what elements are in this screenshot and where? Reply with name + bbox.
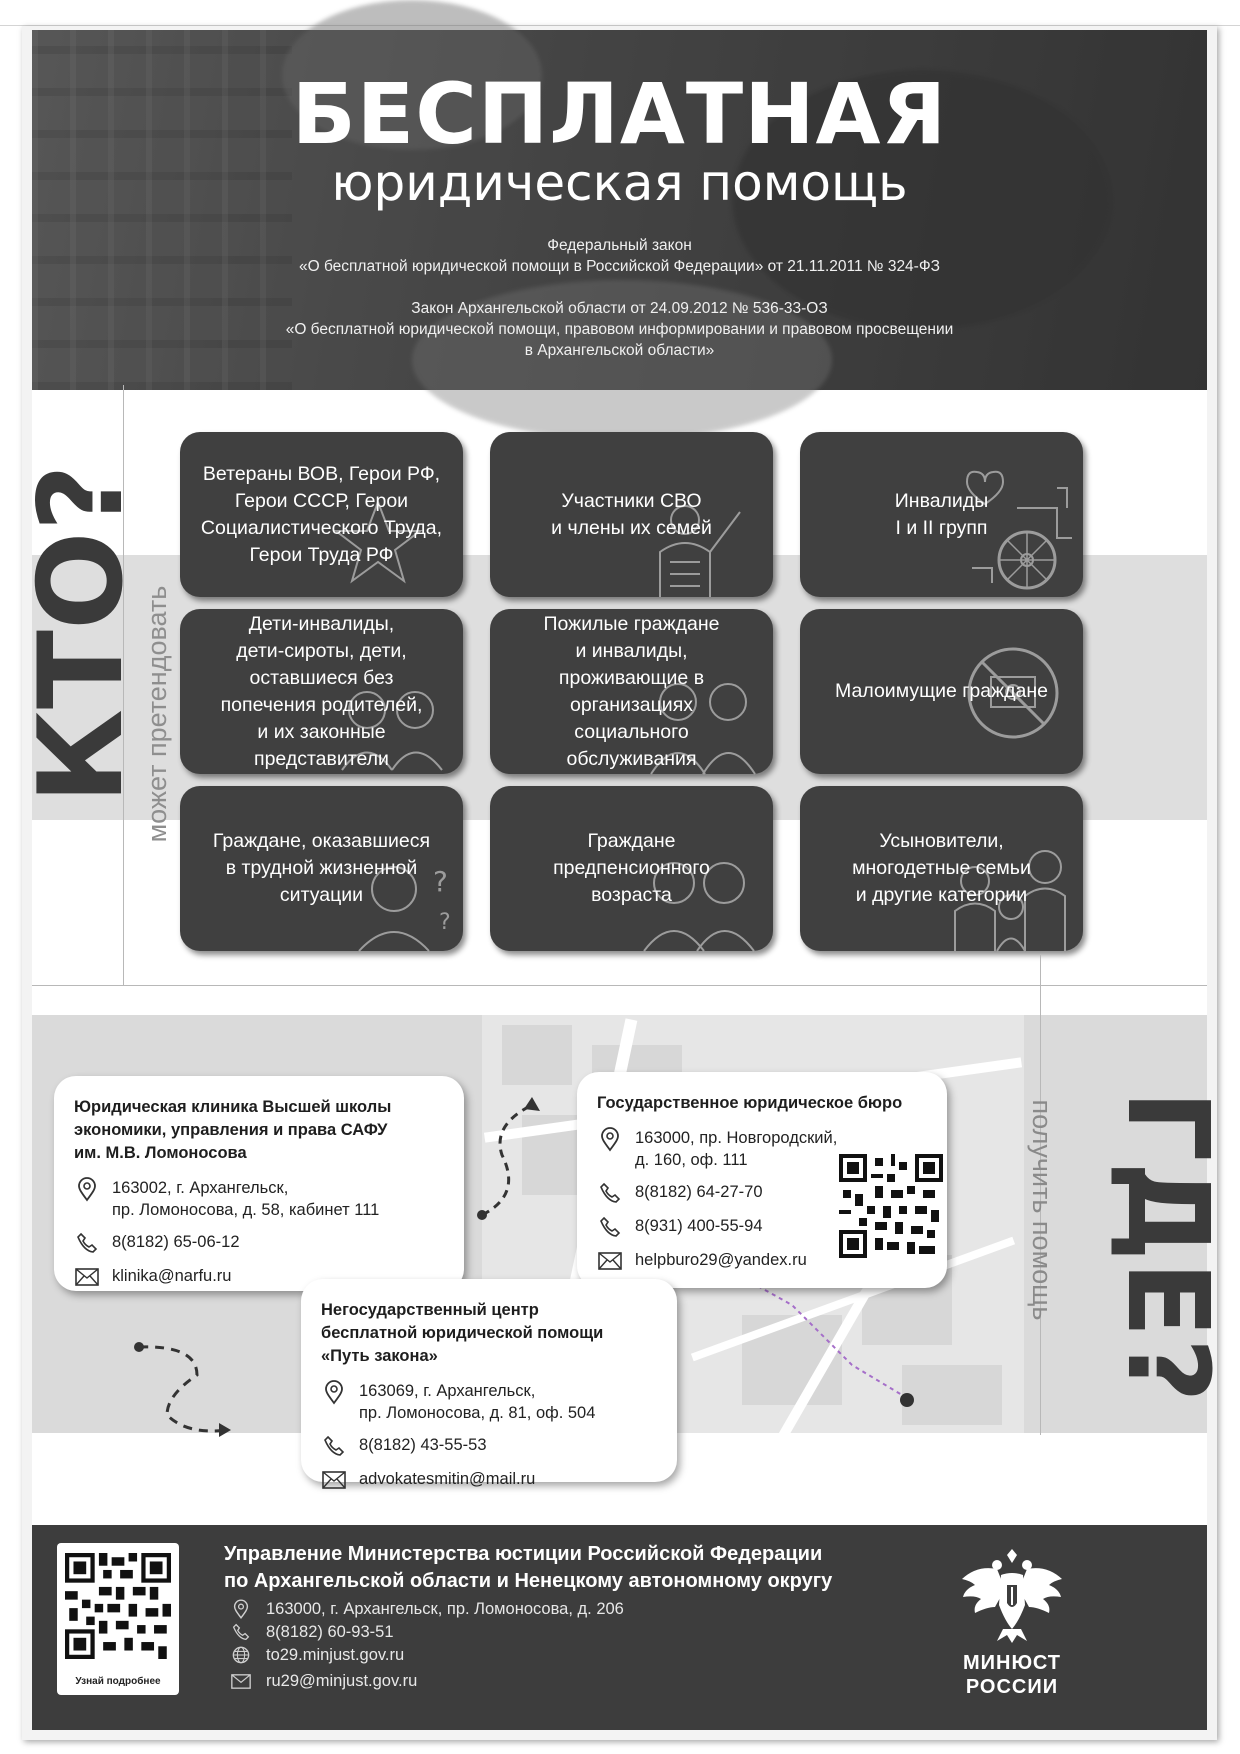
envelope-icon [230, 1671, 252, 1691]
footer-email-row [230, 1671, 417, 1691]
footer-website-row [230, 1645, 404, 1665]
envelope-icon [321, 1468, 347, 1492]
category-label: Инвалиды I и II групп [894, 489, 989, 539]
office-email[interactable]: klinika@narfu.ru [112, 1267, 232, 1285]
where-heading: ГДЕ? [1102, 1090, 1232, 1403]
category-label: Участники СВО и члены их семей [551, 489, 712, 539]
regional-law-line: Закон Архангельской области от 24.09.2012 № 536-33-ОЗ [411, 300, 828, 317]
phone-row [321, 1434, 657, 1458]
office-address: 163069, г. Архангельск, пр. Ломоносова, д. 81, оф. 504 [359, 1382, 596, 1422]
category-label: Граждане предпенсионного возраста [553, 830, 710, 906]
category-card [800, 432, 1083, 597]
who-subheading: может претендовать [142, 585, 172, 843]
route-arrow-icon [127, 1335, 267, 1445]
category-card [490, 786, 773, 951]
address-row [321, 1380, 657, 1424]
phone-icon [321, 1434, 347, 1458]
office-card [54, 1076, 464, 1291]
category-card [490, 432, 773, 597]
federal-law-line: Федеральный закон [547, 237, 692, 254]
map-pin-icon [230, 1599, 252, 1619]
leaflet-page [14, 30, 1232, 1730]
office-name: Негосударственный центр бесплатной юридической помощи «Путь закона» [321, 1301, 604, 1365]
phone-row [74, 1231, 444, 1255]
footer-qr-card[interactable] [57, 1543, 179, 1695]
page-title: БЕСПЛАТНАЯ [291, 65, 948, 163]
footer-title: Управление Министерства юстиции Российской Федерации по Архангельской области и Ненецкому автономному округу [224, 1543, 833, 1592]
footer [32, 1525, 1207, 1730]
minjust-logo-text: МИНЮСТ РОССИИ [962, 1652, 1061, 1698]
office-phone[interactable]: 8(8182) 43-55-53 [359, 1436, 487, 1454]
office-email[interactable]: helpburo29@yandex.ru [635, 1251, 807, 1269]
map-pin-icon [321, 1380, 347, 1404]
globe-icon [230, 1645, 252, 1665]
hero-banner [32, 30, 1207, 390]
federal-law [32, 235, 1207, 277]
viewer-toolbar [0, 0, 1240, 26]
office-phone-secondary[interactable]: 8(931) 400-55-94 [635, 1217, 763, 1235]
double-headed-eagle-icon [957, 1545, 1067, 1645]
where-subheading: получить помощь [1027, 1099, 1057, 1321]
office-card [577, 1072, 947, 1288]
category-card [180, 609, 463, 774]
category-label: Дети-инвалиды, дети-сироты, дети, оставшиеся без попечения родителей, и их законные представители [220, 612, 423, 770]
office-name: Государственное юридическое бюро [597, 1094, 903, 1112]
regional-law-line: в Архангельской области» [524, 342, 715, 359]
category-card [180, 786, 463, 951]
category-card [800, 609, 1083, 774]
page-subtitle: юридическая помощь [331, 154, 908, 212]
email-row [321, 1468, 657, 1492]
qr-code[interactable] [839, 1154, 943, 1258]
category-label: Пожилые граждане и инвалиды, проживающие в организациях социального обслуживания [543, 612, 720, 770]
office-address: 163000, пр. Новгородский, д. 160, оф. 111 [635, 1129, 838, 1169]
qr-code[interactable] [65, 1553, 171, 1659]
category-grid [180, 432, 1180, 952]
who-heading: КТО? [14, 464, 149, 804]
category-label: Ветераны ВОВ, Герои РФ, Герои СССР, Герои Социалистического Труда, Герои Труда РФ [200, 462, 443, 566]
phone-icon [74, 1231, 100, 1255]
envelope-icon [597, 1249, 623, 1273]
phone-icon [597, 1181, 623, 1205]
svg-text:?: ? [433, 865, 448, 898]
office-address: 163002, г. Архангельск, пр. Ломоносова, д. 58, кабинет 111 [112, 1179, 380, 1219]
category-label: Малоимущие граждане [835, 680, 1048, 702]
category-label: Усыновители, многодетные семьи и другие категории [852, 830, 1031, 906]
map-pin-icon [597, 1127, 623, 1151]
regional-law-line: «О бесплатной юридической помощи, правовом информировании и правовом просвещении [285, 321, 954, 338]
envelope-icon [74, 1265, 100, 1289]
footer-website[interactable]: to29.minjust.gov.ru [266, 1645, 405, 1664]
map-pin-icon [74, 1177, 100, 1201]
regional-law [32, 298, 1207, 361]
qr-caption: Узнай подробнее [75, 1676, 161, 1687]
footer-address-row [230, 1599, 624, 1619]
category-card [800, 786, 1083, 951]
address-row [74, 1177, 444, 1221]
office-card [301, 1279, 677, 1488]
federal-law-line: «О бесплатной юридической помощи в Российской Федерации» от 21.11.2011 № 324-ФЗ [298, 258, 940, 275]
category-card [180, 432, 463, 597]
office-email[interactable]: advokatesmitin@mail.ru [359, 1470, 536, 1488]
category-label: Граждане, оказавшиеся в трудной жизненной ситуации [212, 830, 431, 906]
footer-phone-row [230, 1622, 394, 1642]
footer-email[interactable]: ru29@minjust.gov.ru [266, 1671, 418, 1690]
phone-icon [597, 1215, 623, 1239]
footer-address: 163000, г. Архангельск, пр. Ломоносова, д. 206 [266, 1599, 624, 1618]
divider-line [32, 985, 1207, 986]
category-card [490, 609, 773, 774]
office-name: Юридическая клиника Высшей школы экономики, управления и права САФУ им. М.В. Ломоносова [74, 1098, 392, 1162]
office-phone[interactable]: 8(8182) 64-27-70 [635, 1183, 763, 1201]
phone-icon [230, 1622, 252, 1642]
footer-phone[interactable]: 8(8182) 60-93-51 [266, 1622, 394, 1641]
svg-text:?: ? [439, 910, 451, 935]
office-phone[interactable]: 8(8182) 65-06-12 [112, 1233, 240, 1251]
